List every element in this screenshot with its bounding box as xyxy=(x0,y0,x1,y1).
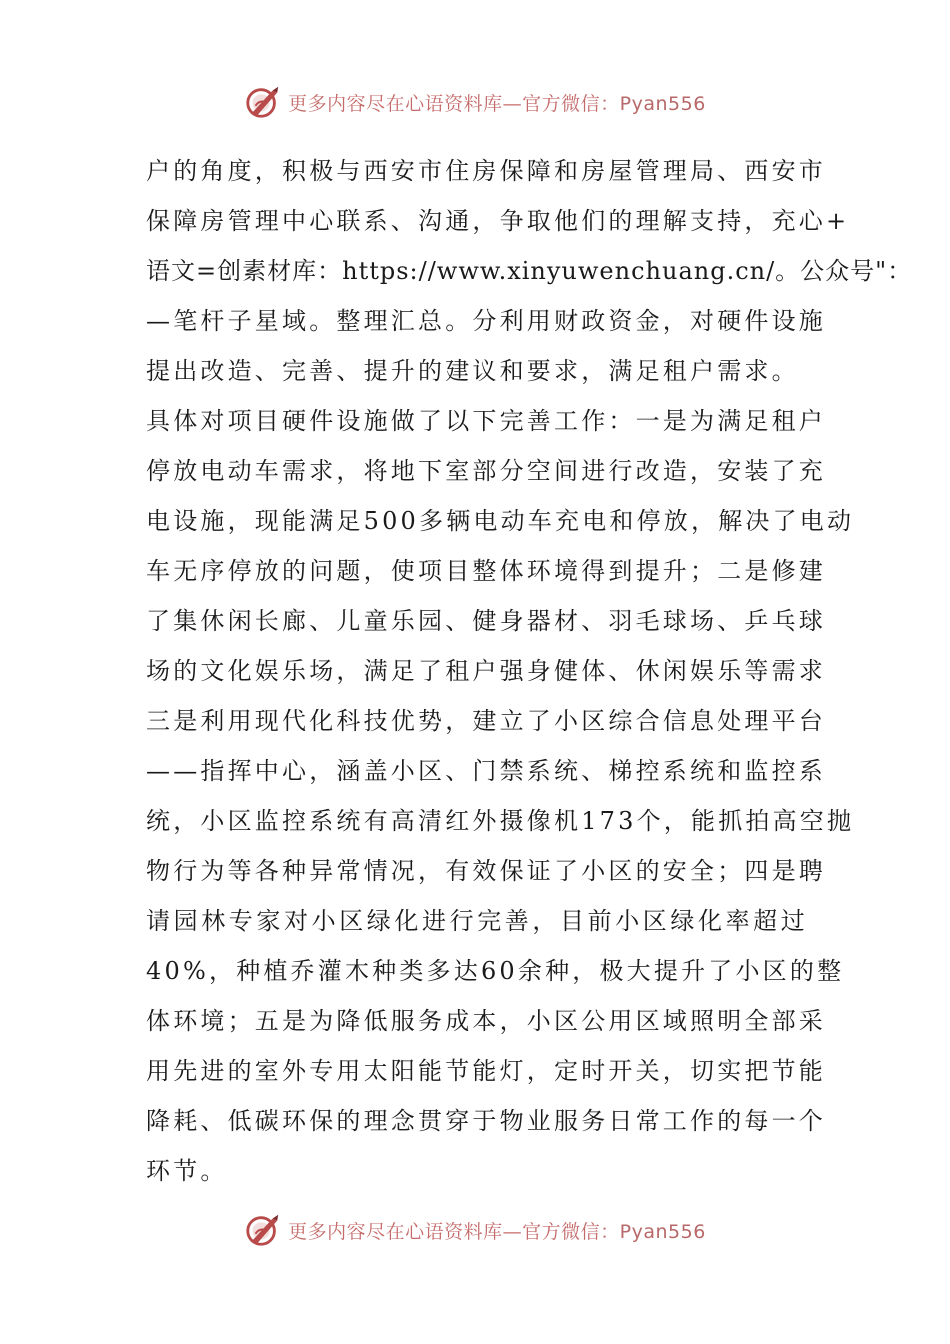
body-line: 提出改造、完善、提升的建议和要求，满足租户需求。 xyxy=(146,357,799,385)
footer-banner-label: 更多内容尽在心语资料库—官方微信： xyxy=(288,1220,620,1243)
body-line: ——指挥中心，涵盖小区、门禁系统、梯控系统和监控系 xyxy=(146,757,826,785)
body-line: 用先进的室外专用太阳能节能灯，定时开关，切实把节能 xyxy=(146,1057,826,1085)
body-line: 场的文化娱乐场，满足了租户强身健体、休闲娱乐等需求 xyxy=(146,657,826,685)
footer-banner-text xyxy=(288,1217,706,1244)
pen-circle-logo-icon xyxy=(244,1211,282,1249)
body-line: 40%，种植乔灌木种类多达60余种，极大提升了小区的整 xyxy=(146,957,845,985)
body-line: 车无序停放的问题，使项目整体环境得到提升；二是修建 xyxy=(146,557,826,585)
body-line: —笔杆子星域。整理汇总。分利用财政资金，对硬件设施 xyxy=(146,307,826,335)
header-banner-label: 更多内容尽在心语资料库—官方微信： xyxy=(288,92,620,115)
footer-banner xyxy=(0,1210,950,1250)
body-line: 请园林专家对小区绿化进行完善，目前小区绿化率超过 xyxy=(146,907,808,935)
header-banner-text xyxy=(288,89,706,116)
body-line: 停放电动车需求，将地下室部分空间进行改造，安装了充 xyxy=(146,457,826,485)
body-line: 电设施，现能满足500多辆电动车充电和停放，解决了电动 xyxy=(146,507,855,535)
footer-banner-wechat-id: Pyan556 xyxy=(619,1220,706,1243)
document-body xyxy=(146,146,913,1196)
body-line: 统，小区监控系统有高清红外摄像机173个，能抓拍高空抛 xyxy=(146,807,855,835)
header-banner xyxy=(0,82,950,122)
pen-circle-logo-icon xyxy=(244,83,282,121)
body-line: 具体对项目硬件设施做了以下完善工作：一是为满足租户 xyxy=(146,407,826,435)
body-line: 了集休闲长廊、儿童乐园、健身器材、羽毛球场、乒乓球 xyxy=(146,607,826,635)
body-line: 物行为等各种异常情况，有效保证了小区的安全；四是聘 xyxy=(146,857,826,885)
body-line: 环节。 xyxy=(146,1157,228,1185)
body-line: 体环境；五是为降低服务成本，小区公用区域照明全部采 xyxy=(146,1007,826,1035)
body-line: 三是利用现代化科技优势，建立了小区综合信息处理平台 xyxy=(146,707,826,735)
body-line: 语文=创素材库：https://www.xinyuwenchuang.cn/。公众号"： xyxy=(146,257,913,285)
header-banner-wechat-id: Pyan556 xyxy=(619,92,706,115)
body-line: 户的角度，积极与西安市住房保障和房屋管理局、西安市 xyxy=(146,157,826,185)
body-line: 保障房管理中心联系、沟通，争取他们的理解支持，充心+ xyxy=(146,207,850,235)
body-line: 降耗、低碳环保的理念贯穿于物业服务日常工作的每一个 xyxy=(146,1107,826,1135)
